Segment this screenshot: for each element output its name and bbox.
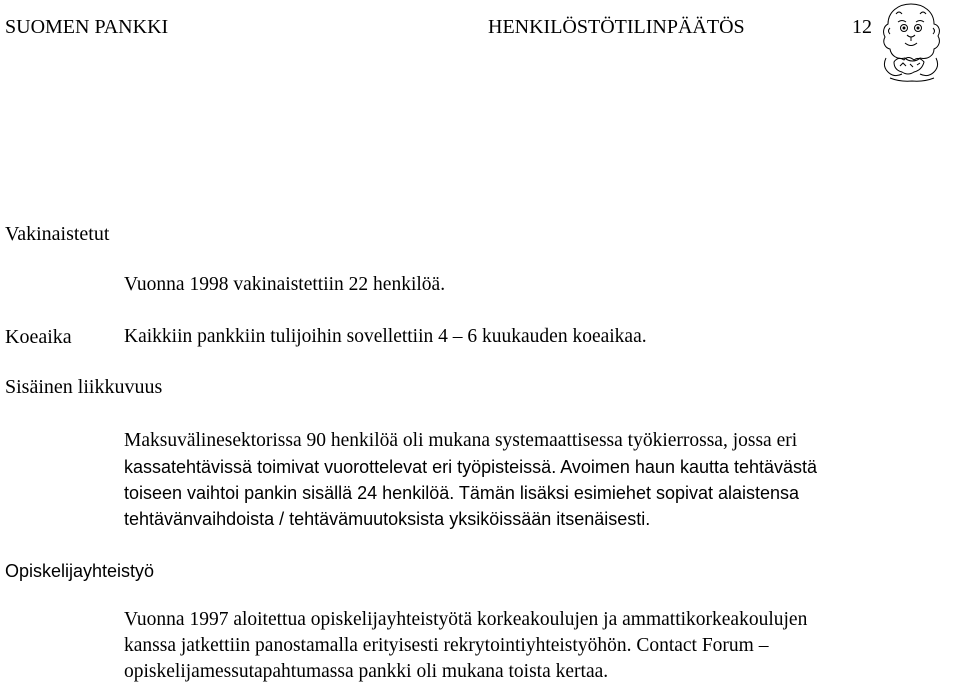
liikkuvuus-line: tehtävänvaihdoista / tehtävämuutoksista yksiköissään itsenäisesti.: [124, 509, 651, 529]
section-label-vakinaistetut: Vakinaistetut: [5, 223, 110, 245]
opiskelija-line: opiskelijamessutapahtumassa pankki oli mukana toista kertaa.: [124, 661, 609, 682]
vakinaistetut-text: Vuonna 1998 vakinaistettiin 22 henkilöä.: [124, 274, 446, 295]
opiskelija-line: Vuonna 1997 aloitettua opiskelijayhteistyötä korkeakoulujen ja ammattikorkeakoulujen: [124, 609, 808, 630]
liikkuvuus-line: toiseen vaihtoi pankin sisällä 24 henkilöä. Tämän lisäksi esimiehet sopivat alaistensa: [124, 483, 800, 503]
liikkuvuus-line: kassatehtävissä toimivat vuorottelevat eri työpisteissä. Avoimen haun kautta tehtävästä: [124, 457, 818, 477]
koeaika-text: Kaikkiin pankkiin tulijoihin sovellettiin 4 – 6 kuukauden koeaikaa.: [124, 326, 647, 347]
liikkuvuus-line: Maksuvälinesektorissa 90 henkilöä oli mukana systemaattisessa työkierrossa, jossa eri: [124, 430, 798, 451]
page-number: 12: [852, 16, 872, 38]
header-organization: SUOMEN PANKKI: [5, 16, 169, 38]
lion-emblem-icon: [876, 0, 946, 84]
section-label-koeaika: Koeaika: [5, 326, 72, 348]
section-label-opiskelijayhteistyo: Opiskelijayhteistyö: [5, 561, 155, 581]
opiskelija-line: kanssa jatkettiin panostamalla erityisesti rekrytointiyhteistyöhön. Contact Forum –: [124, 635, 769, 656]
section-label-sisainen-liikkuvuus: Sisäinen liikkuvuus: [5, 376, 163, 398]
header-document-title: HENKILÖSTÖTILINPÄÄTÖS: [488, 16, 745, 38]
